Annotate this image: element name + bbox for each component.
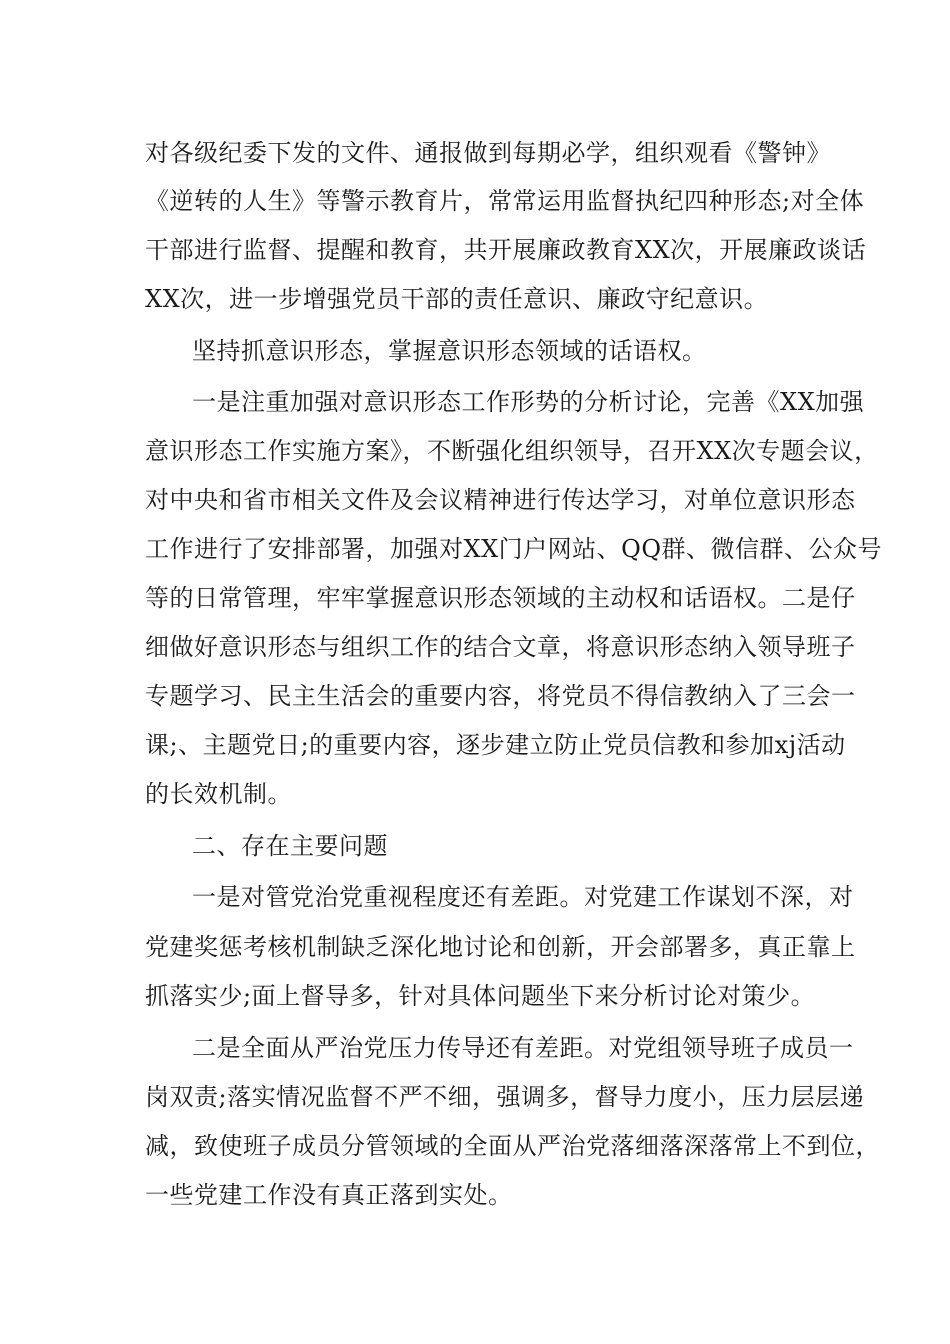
text-line: XX次，进一步增强党员干部的责任意识、廉政守纪意识。 <box>145 285 769 313</box>
text-line: 《逆转的人生》等警示教育片，常常运用监督执纪四种形态;对全体 <box>145 187 865 215</box>
text-line: 对各级纪委下发的文件、通报做到每期必学，组织观看《警钟》 <box>145 139 831 167</box>
text-line: 岗双责;落实情况监督不严不细，强调多，督导力度小，压力层层递 <box>145 1083 865 1111</box>
text-line: 等的日常管理，牢牢掌握意识形态领域的主动权和话语权。二是仔 <box>145 584 856 612</box>
text-line: 干部进行监督、提醒和教育，共开展廉政教育XX次，开展廉政谈话 <box>145 236 867 264</box>
text-line: 意识形态工作实施方案》，不断强化组织领导，召开XX次专题会议， <box>145 437 879 465</box>
text-line: 的长效机制。 <box>145 780 292 808</box>
text-line: 抓落实少;面上督导多，针对具体问题坐下来分析讨论对策少。 <box>145 982 816 1010</box>
text-line: 细做好意识形态与组织工作的结合文章，将意识形态纳入领导班子 <box>145 633 856 661</box>
text-line: 对中央和省市相关文件及会议精神进行传达学习，对单位意识形态 <box>145 486 856 514</box>
text-line: 工作进行了安排部署，加强对XX门户网站、QQ群、微信群、公众号 <box>145 535 883 563</box>
text-line: 党建奖惩考核机制缺乏深化地讨论和创新，开会部署多，真正靠上 <box>145 933 856 961</box>
text-line: 一些党建工作没有真正落到实处。 <box>145 1181 513 1209</box>
text-line: 课;、主题党日;的重要内容，逐步建立防止党员信教和参加xj活动 <box>145 731 846 759</box>
text-line: 一是注重加强对意识形态工作形势的分析讨论，完善《XX加强 <box>192 388 865 416</box>
text-line: 坚持抓意识形态，掌握意识形态领域的话语权。 <box>192 337 707 365</box>
text-line: 专题学习、民主生活会的重要内容，将党员不得信教纳入了三会一 <box>145 682 856 710</box>
text-line: 减，致使班子成员分管领域的全面从严治党落细落深落常上不到位， <box>145 1132 880 1160</box>
section-heading: 二、存在主要问题 <box>192 832 388 860</box>
text-line: 二是全面从严治党压力传导还有差距。对党组领导班子成员一 <box>192 1034 854 1062</box>
text-line: 一是对管党治党重视程度还有差距。对党建工作谋划不深，对 <box>192 883 854 911</box>
